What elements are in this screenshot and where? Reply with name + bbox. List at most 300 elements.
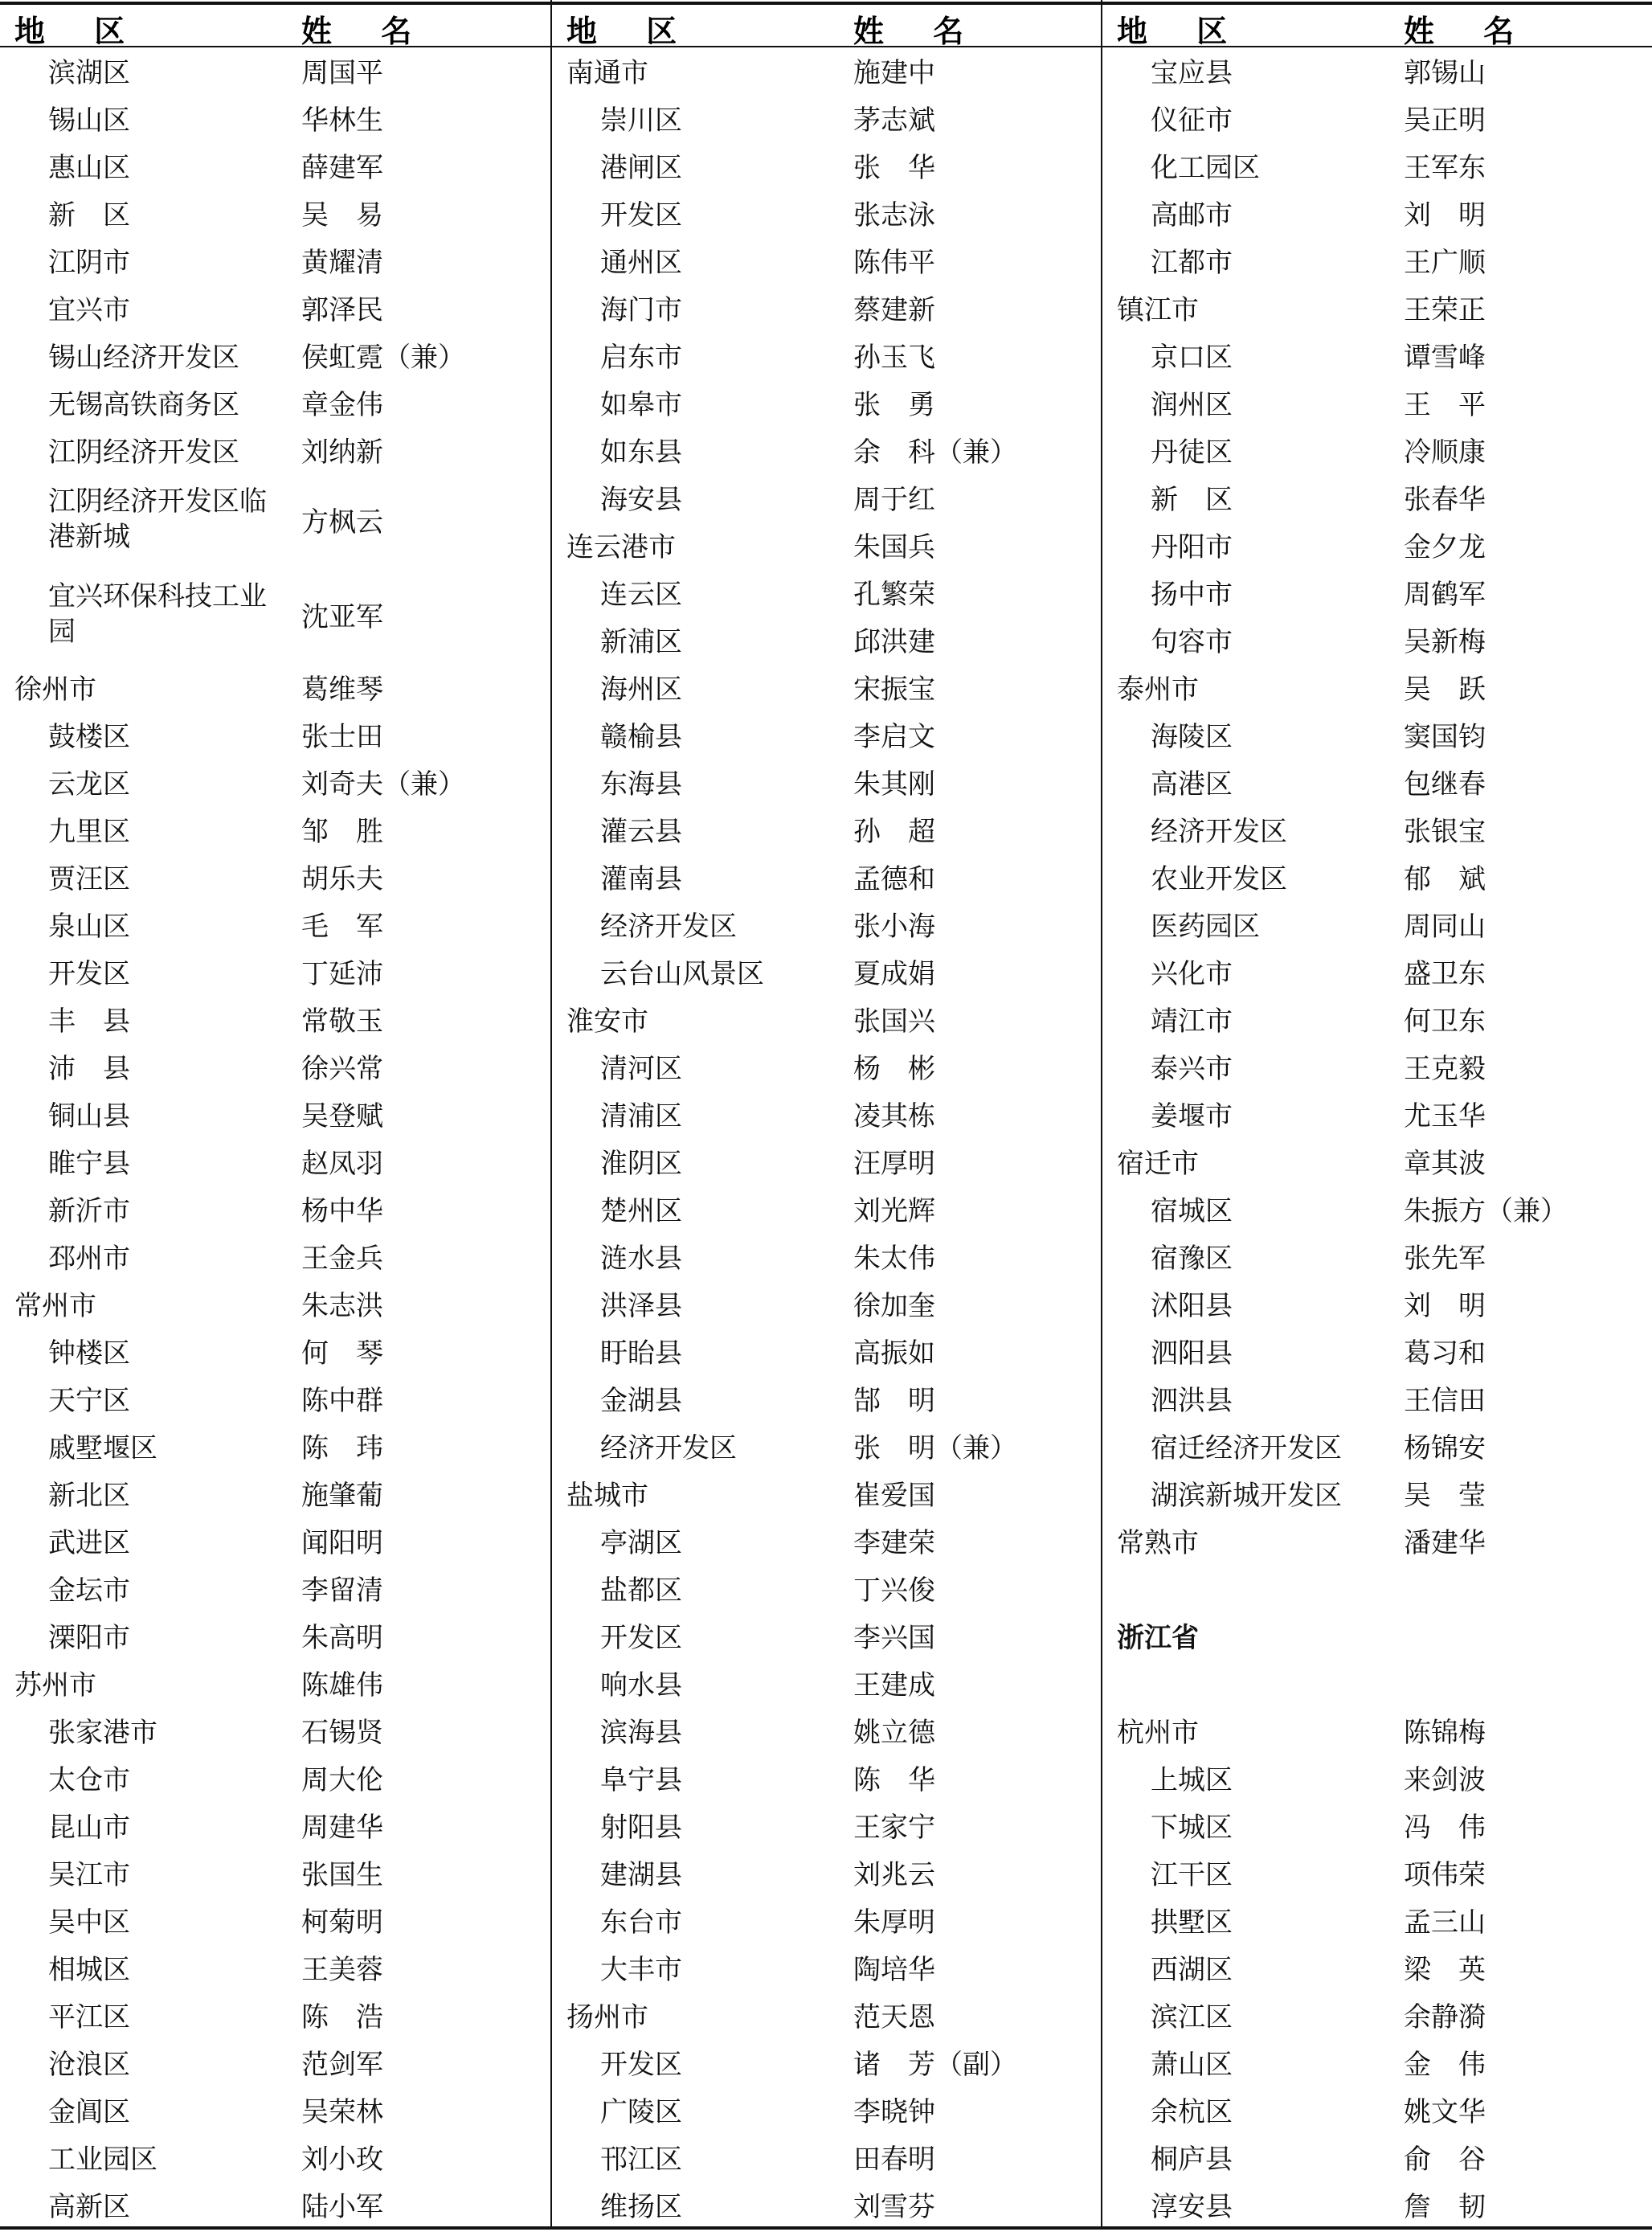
- table-row: [1102, 428, 1652, 476]
- name-cell: 周建华: [301, 1812, 383, 1844]
- region-cell: 常州市: [14, 1290, 96, 1322]
- name-cell: 章其波: [1404, 1148, 1486, 1180]
- table-row: [0, 1282, 550, 1329]
- region-cell: 淮阴区: [600, 1148, 682, 1180]
- region-cell: 如东县: [600, 436, 682, 469]
- table-row: [1102, 1092, 1652, 1140]
- name-cell: 张 华: [853, 152, 935, 184]
- region-cell: 无锡高铁商务区: [48, 389, 239, 421]
- name-cell: 张 明（兼）: [853, 1432, 1017, 1464]
- name-cell: 李兴国: [853, 1622, 935, 1654]
- name-cell: 吴荣林: [301, 2096, 383, 2128]
- region-cell: 泗阳县: [1151, 1337, 1233, 1370]
- table-row: [1102, 618, 1652, 665]
- region-cell: 高新区: [48, 2191, 130, 2223]
- region-cell: 江阴市: [48, 247, 130, 279]
- name-cell: 葛维琴: [301, 674, 383, 706]
- region-cell: 下城区: [1151, 1812, 1233, 1844]
- table-row: [1102, 1898, 1652, 1946]
- name-cell: 姚立德: [853, 1717, 935, 1749]
- name-cell: 王美蓉: [301, 1954, 383, 1986]
- name-cell: 王军东: [1404, 152, 1486, 184]
- table-row: [1102, 665, 1652, 713]
- name-cell: 陈雄伟: [301, 1669, 383, 1702]
- region-cell: 余杭区: [1151, 2096, 1233, 2128]
- table-row: [1102, 1566, 1652, 1614]
- region-cell: 高港区: [1151, 768, 1233, 801]
- table-row: [552, 428, 1101, 476]
- table-row: [552, 1898, 1101, 1946]
- table-row: [552, 144, 1101, 191]
- region-cell: 常熟市: [1117, 1527, 1199, 1559]
- region-cell: 张家港市: [48, 1717, 157, 1749]
- table-row: [552, 1187, 1101, 1235]
- table-row: [0, 1092, 550, 1140]
- name-cell: 方枫云: [301, 506, 383, 539]
- table-row: [1102, 1187, 1652, 1235]
- name-cell: 王克毅: [1404, 1053, 1486, 1085]
- region-cell: 兴化市: [1151, 958, 1233, 990]
- region-cell: 广陵区: [600, 2096, 682, 2128]
- region-cell: 农业开发区: [1151, 863, 1287, 895]
- name-cell: 徐兴常: [301, 1053, 383, 1085]
- table-row: [1102, 760, 1652, 808]
- region-header: 地 区: [566, 13, 697, 49]
- region-cell: 淳安县: [1151, 2191, 1233, 2223]
- name-cell: 郜 明: [853, 1385, 935, 1417]
- name-cell: 华林生: [301, 104, 383, 137]
- name-cell: 丁兴俊: [853, 1575, 935, 1607]
- table-row: [0, 1424, 550, 1472]
- name-cell: 余静漪: [1404, 2001, 1486, 2033]
- name-cell: 汪厚明: [853, 1148, 935, 1180]
- region-cell: 灌南县: [600, 863, 682, 895]
- table-row: [552, 1851, 1101, 1898]
- region-cell: 润州区: [1151, 389, 1233, 421]
- name-cell: 王金兵: [301, 1243, 383, 1275]
- region-cell: 沭阳县: [1151, 1290, 1233, 1322]
- name-cell: 周于红: [853, 484, 935, 516]
- region-cell: 邳州市: [48, 1243, 130, 1275]
- table-row: [552, 903, 1101, 950]
- table-row: [0, 49, 550, 96]
- region-cell: 楚州区: [600, 1195, 682, 1227]
- region-cell: 新 区: [48, 199, 130, 231]
- name-cell: 毛 军: [301, 911, 383, 943]
- region-cell: 如皋市: [600, 389, 682, 421]
- name-cell: 郁 斌: [1404, 863, 1486, 895]
- table-row: [0, 239, 550, 286]
- name-cell: 孔繁荣: [853, 579, 935, 611]
- name-cell: 项伟荣: [1404, 1859, 1486, 1891]
- table-row: [0, 428, 550, 476]
- table-row: [1102, 1519, 1652, 1566]
- region-cell: 九里区: [48, 816, 130, 848]
- name-cell: 葛习和: [1404, 1337, 1486, 1370]
- name-cell: 施肇葡: [301, 1480, 383, 1512]
- region-cell: 靖江市: [1151, 1005, 1233, 1038]
- name-cell: 陆小军: [301, 2191, 383, 2223]
- region-cell: 吴江市: [48, 1859, 130, 1891]
- name-cell: 刘 明: [1404, 199, 1486, 231]
- table-row: [0, 1329, 550, 1377]
- region-cell: 铜山县: [48, 1100, 130, 1132]
- region-cell: 云龙区: [48, 768, 130, 801]
- table-row: [0, 1898, 550, 1946]
- name-cell: 吴 跃: [1404, 674, 1486, 706]
- name-cell: 冷顺康: [1404, 436, 1486, 469]
- region-cell: 灌云县: [600, 816, 682, 848]
- region-cell: 扬州市: [566, 2001, 648, 2033]
- region-cell: 大丰市: [600, 1954, 682, 1986]
- region-cell: 海陵区: [1151, 721, 1233, 753]
- table-row: [552, 1804, 1101, 1851]
- table-row: [0, 1614, 550, 1661]
- name-cell: 章金伟: [301, 389, 383, 421]
- region-cell: 滨湖区: [48, 57, 130, 89]
- table-column-3: [1102, 0, 1652, 2230]
- name-cell: 刘奇夫（兼）: [301, 768, 465, 801]
- region-cell: 东台市: [600, 1906, 682, 1939]
- name-cell: 陶培华: [853, 1954, 935, 1986]
- table-row: [0, 2041, 550, 2088]
- name-cell: 李启文: [853, 721, 935, 753]
- table-row: [1102, 334, 1652, 381]
- name-cell: 宋振宝: [853, 674, 935, 706]
- name-cell: 俞 谷: [1404, 2144, 1486, 2176]
- region-cell: 射阳县: [600, 1812, 682, 1844]
- region-cell: 经济开发区: [1151, 816, 1287, 848]
- table-row: [552, 286, 1101, 334]
- name-cell: 王建成: [853, 1669, 935, 1702]
- name-cell: 何卫东: [1404, 1005, 1486, 1038]
- table-row: [0, 1804, 550, 1851]
- table-row: [552, 855, 1101, 903]
- region-cell: 丰 县: [48, 1005, 130, 1038]
- table-row: [0, 1472, 550, 1519]
- region-cell: 苏州市: [14, 1669, 96, 1702]
- region-cell: 海安县: [600, 484, 682, 516]
- name-header: 姓 名: [1404, 13, 1534, 49]
- name-cell: 盛卫东: [1404, 958, 1486, 990]
- table-row: [0, 1709, 550, 1756]
- region-cell: 丹阳市: [1151, 531, 1233, 563]
- name-cell: 朱振方（兼）: [1404, 1195, 1568, 1227]
- table-row: [552, 1282, 1101, 1329]
- region-cell: 宿迁市: [1117, 1148, 1199, 1180]
- table-row: [0, 1946, 550, 1993]
- name-cell: 范天恩: [853, 2001, 935, 2033]
- name-cell: 窦国钧: [1404, 721, 1486, 753]
- name-cell: 陈 华: [853, 1764, 935, 1796]
- name-cell: 姚文华: [1404, 2096, 1486, 2128]
- table-row: [0, 1045, 550, 1092]
- name-cell: 周鹤军: [1404, 579, 1486, 611]
- table-row: [1102, 950, 1652, 997]
- region-cell: 新浦区: [600, 626, 682, 658]
- name-cell: 常敬玉: [301, 1005, 383, 1038]
- table-row: [1102, 808, 1652, 855]
- table-row: [0, 950, 550, 997]
- table-row: [0, 381, 550, 428]
- table-row: [1102, 191, 1652, 239]
- name-cell: 潘建华: [1404, 1527, 1486, 1559]
- region-cell: 太仓市: [48, 1764, 130, 1796]
- table-row: [1102, 476, 1652, 523]
- table-row: [0, 191, 550, 239]
- name-cell: 来剑波: [1404, 1764, 1486, 1796]
- table-row: [0, 665, 550, 713]
- name-cell: 崔爱国: [853, 1480, 935, 1512]
- name-cell: 周大伦: [301, 1764, 383, 1796]
- region-cell: 贾汪区: [48, 863, 130, 895]
- table-row: [1102, 1282, 1652, 1329]
- region-cell: 云台山风景区: [600, 958, 764, 990]
- region-cell: 宿城区: [1151, 1195, 1233, 1227]
- region-cell: 南通市: [566, 57, 648, 89]
- name-cell: 孙 超: [853, 816, 935, 848]
- region-cell: 新 区: [1151, 484, 1233, 516]
- region-cell: 建湖县: [600, 1859, 682, 1891]
- table-row: [1102, 96, 1652, 144]
- region-cell: 吴中区: [48, 1906, 130, 1939]
- table-row: [552, 1235, 1101, 1282]
- region-cell: 金坛市: [48, 1575, 130, 1607]
- region-cell: 钟楼区: [48, 1337, 130, 1370]
- name-cell: 朱其刚: [853, 768, 935, 801]
- region-header: 地 区: [14, 13, 145, 49]
- name-cell: 王信田: [1404, 1385, 1486, 1417]
- table-row: [0, 1993, 550, 2041]
- table-row: [552, 523, 1101, 571]
- name-cell: 吴 易: [301, 199, 383, 231]
- name-cell: 陈伟平: [853, 247, 935, 279]
- name-cell: 张国兴: [853, 1005, 935, 1038]
- table-row: [0, 808, 550, 855]
- table-row: [552, 1946, 1101, 1993]
- name-cell: 冯 伟: [1404, 1812, 1486, 1844]
- name-cell: 朱太伟: [853, 1243, 935, 1275]
- table-row: [552, 2041, 1101, 2088]
- name-cell: 柯菊明: [301, 1906, 383, 1939]
- name-cell: 尤玉华: [1404, 1100, 1486, 1132]
- name-cell: 刘 明: [1404, 1290, 1486, 1322]
- name-cell: 詹 韧: [1404, 2191, 1486, 2223]
- table-row: [0, 1187, 550, 1235]
- table-row: [1102, 2041, 1652, 2088]
- name-cell: 李建荣: [853, 1527, 935, 1559]
- region-cell: 亭湖区: [600, 1527, 682, 1559]
- region-cell: 化工园区: [1151, 152, 1260, 184]
- region-cell: 锡山区: [48, 104, 130, 137]
- table-row: [0, 2183, 550, 2230]
- name-cell: 胡乐夫: [301, 863, 383, 895]
- name-cell: 郭锡山: [1404, 57, 1486, 89]
- table-row: [0, 571, 550, 665]
- table-row: [552, 1329, 1101, 1377]
- region-cell: 江干区: [1151, 1859, 1233, 1891]
- region-cell: 镇江市: [1117, 294, 1199, 326]
- name-cell: 吴登赋: [301, 1100, 383, 1132]
- table-row: [552, 1661, 1101, 1709]
- name-cell: 丁延沛: [301, 958, 383, 990]
- table-row: [552, 1092, 1101, 1140]
- table-row: [1102, 1709, 1652, 1756]
- region-cell: 泉山区: [48, 911, 130, 943]
- region-cell: 通州区: [600, 247, 682, 279]
- table-row: [1102, 144, 1652, 191]
- region-cell: 宜兴市: [48, 294, 130, 326]
- region-cell: 涟水县: [600, 1243, 682, 1275]
- name-cell: 沈亚军: [301, 601, 383, 633]
- name-cell: 朱志洪: [301, 1290, 383, 1322]
- region-cell: 湖滨新城开发区: [1151, 1480, 1342, 1512]
- table-row: [552, 950, 1101, 997]
- table-row: [552, 2136, 1101, 2183]
- name-cell: 朱厚明: [853, 1906, 935, 1939]
- name-cell: 朱高明: [301, 1622, 383, 1654]
- region-cell: 戚墅堰区: [48, 1432, 157, 1464]
- name-cell: 吴 莹: [1404, 1480, 1486, 1512]
- region-cell: 天宁区: [48, 1385, 130, 1417]
- table-row: [1102, 2136, 1652, 2183]
- region-cell: 惠山区: [48, 152, 130, 184]
- table-row: [552, 1566, 1101, 1614]
- region-cell: 开发区: [48, 958, 130, 990]
- name-cell: 王广顺: [1404, 247, 1486, 279]
- region-cell: 扬中市: [1151, 579, 1233, 611]
- table-row: [0, 997, 550, 1045]
- region-cell: 西湖区: [1151, 1954, 1233, 1986]
- name-cell: 蔡建新: [853, 294, 935, 326]
- name-cell: 吴新梅: [1404, 626, 1486, 658]
- name-cell: 李留清: [301, 1575, 383, 1607]
- name-cell: 张先军: [1404, 1243, 1486, 1275]
- table-row: [0, 760, 550, 808]
- table-row: [552, 1993, 1101, 2041]
- table-row: [552, 381, 1101, 428]
- table-row: [0, 2136, 550, 2183]
- region-cell: 句容市: [1151, 626, 1233, 658]
- region-cell: 沧浪区: [48, 2049, 130, 2081]
- name-cell: 余 科（兼）: [853, 436, 1017, 469]
- region-cell: 姜堰市: [1151, 1100, 1233, 1132]
- region-cell: 泗洪县: [1151, 1385, 1233, 1417]
- region-cell: 赣榆县: [600, 721, 682, 753]
- region-cell: 医药园区: [1151, 911, 1260, 943]
- table-row: [0, 1756, 550, 1804]
- name-cell: 田春明: [853, 2144, 935, 2176]
- table-row: [1102, 1614, 1652, 1661]
- table-row: [552, 1709, 1101, 1756]
- table-row: [1102, 1851, 1652, 1898]
- table-row: [552, 2088, 1101, 2136]
- region-cell: 平江区: [48, 2001, 130, 2033]
- region-cell: 徐州市: [14, 674, 96, 706]
- table-row: [1102, 523, 1652, 571]
- region-cell: 开发区: [600, 199, 682, 231]
- region-cell: 洪泽县: [600, 1290, 682, 1322]
- name-cell: 谭雪峰: [1404, 342, 1486, 374]
- name-cell: 刘小玫: [301, 2144, 383, 2176]
- table-column-2: [552, 0, 1101, 2230]
- table-row: [1102, 1756, 1652, 1804]
- name-cell: 朱国兵: [853, 531, 935, 563]
- table-row: [552, 1472, 1101, 1519]
- table-row: [1102, 1377, 1652, 1424]
- table-row: [552, 665, 1101, 713]
- table-row: [552, 1424, 1101, 1472]
- region-cell: 萧山区: [1151, 2049, 1233, 2081]
- table-row: [552, 334, 1101, 381]
- name-cell: 邱洪建: [853, 626, 935, 658]
- region-cell: 京口区: [1151, 342, 1233, 374]
- region-cell: 清浦区: [600, 1100, 682, 1132]
- table-row: [1102, 1045, 1652, 1092]
- name-cell: 张国生: [301, 1859, 383, 1891]
- region-cell: 宿豫区: [1151, 1243, 1233, 1275]
- region-cell: 溧阳市: [48, 1622, 130, 1654]
- region-cell: 金湖县: [600, 1385, 682, 1417]
- table-column-1: [0, 0, 550, 2230]
- table-row: [552, 1519, 1101, 1566]
- region-cell: 新沂市: [48, 1195, 130, 1227]
- table-row: [552, 2183, 1101, 2230]
- region-cell: 泰州市: [1117, 674, 1199, 706]
- table-row: [1102, 1472, 1652, 1519]
- table-row: [552, 760, 1101, 808]
- region-cell: 清河区: [600, 1053, 682, 1085]
- name-cell: 邹 胜: [301, 816, 383, 848]
- table-row: [1102, 239, 1652, 286]
- region-cell: 开发区: [600, 1622, 682, 1654]
- table-row: [1102, 49, 1652, 96]
- table-row: [0, 96, 550, 144]
- name-cell: 杨中华: [301, 1195, 383, 1227]
- name-cell: 刘光辉: [853, 1195, 935, 1227]
- table-row: [0, 286, 550, 334]
- name-cell: 张士田: [301, 721, 383, 753]
- table-row: [0, 1661, 550, 1709]
- region-cell: 海州区: [600, 674, 682, 706]
- table-row: [1102, 1946, 1652, 1993]
- table-row: [0, 1851, 550, 1898]
- table-row: [1102, 1993, 1652, 2041]
- name-cell: 张小海: [853, 911, 935, 943]
- region-cell: 工业园区: [48, 2144, 157, 2176]
- column-header: [1102, 0, 1652, 47]
- table-row: [552, 49, 1101, 96]
- name-cell: 刘纳新: [301, 436, 383, 469]
- region-cell: 崇川区: [600, 104, 682, 137]
- table-row: [552, 997, 1101, 1045]
- table-row: [1102, 1140, 1652, 1187]
- name-cell: 诸 芳（副）: [853, 2049, 1017, 2081]
- name-cell: 薛建军: [301, 152, 383, 184]
- region-cell: 桐庐县: [1151, 2144, 1233, 2176]
- region-cell: 海门市: [600, 294, 682, 326]
- name-header: 姓 名: [301, 13, 431, 49]
- table-row: [0, 903, 550, 950]
- region-cell: 高邮市: [1151, 199, 1233, 231]
- region-cell: 金阊区: [48, 2096, 130, 2128]
- region-cell: 宝应县: [1151, 57, 1233, 89]
- region-cell: 浙江省: [1117, 1622, 1199, 1654]
- table-row: [0, 713, 550, 760]
- name-cell: 石锡贤: [301, 1717, 383, 1749]
- table-row: [1102, 1329, 1652, 1377]
- table-row: [1102, 2088, 1652, 2136]
